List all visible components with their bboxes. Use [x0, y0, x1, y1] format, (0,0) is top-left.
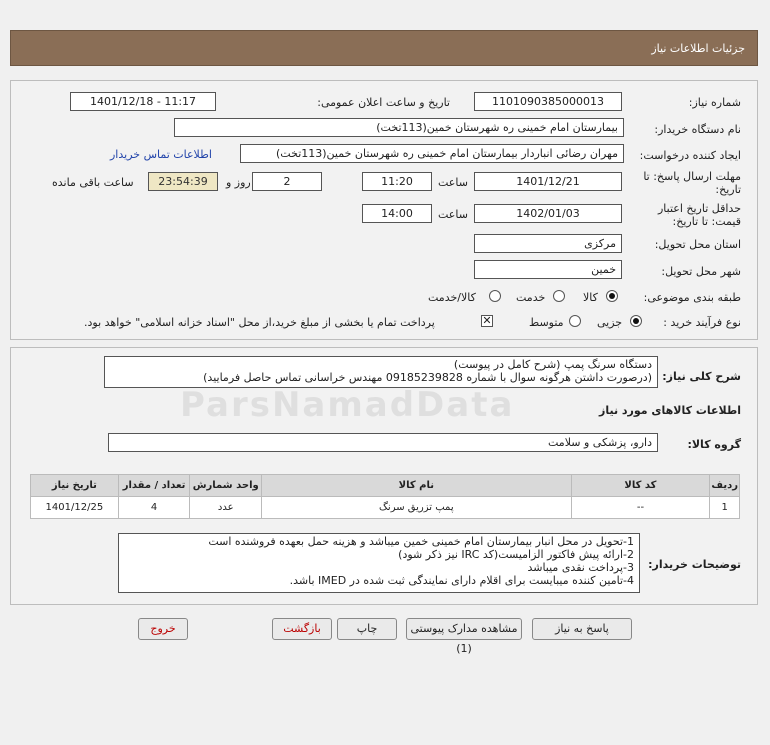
buyer-note-line: 3-پرداخت نقدی میباشد — [527, 561, 634, 574]
process-medium-label: متوسط — [529, 316, 564, 329]
back-button[interactable]: بازگشت — [272, 618, 332, 640]
deadline-label-line1: مهلت ارسال پاسخ: تا — [643, 170, 741, 183]
need-number-label: شماره نیاز: — [688, 96, 741, 109]
days-field: 2 — [252, 172, 322, 191]
category-goods-radio[interactable] — [606, 290, 618, 302]
category-label: طبقه بندی موضوعی: — [643, 291, 741, 304]
process-label: نوع فرآیند خرید : — [663, 316, 741, 329]
contact-buyer-link[interactable]: اطلاعات تماس خریدار — [110, 148, 212, 161]
creator-field: مهران رضائی انباردار بیمارستان امام خمینی ره شهرستان خمین(113تخت) — [240, 144, 624, 163]
announce-label: تاریخ و ساعت اعلان عمومی: — [317, 96, 450, 109]
table-cell-code: -- — [571, 497, 710, 519]
validity-date-field: 1402/01/03 — [474, 204, 622, 223]
remaining-time-field: 23:54:39 — [148, 172, 218, 191]
category-service-radio[interactable] — [553, 290, 565, 302]
days-label: روز و — [226, 176, 251, 189]
buyer-notes-box — [118, 533, 640, 593]
watermark: ParsNamadData — [180, 385, 515, 425]
table-cell-quantity: 4 — [118, 497, 190, 519]
process-partial-label: جزیی — [597, 316, 623, 329]
need-number-field: 1101090385000013 — [474, 92, 622, 111]
view-attachments-button[interactable]: مشاهده مدارک پیوستی (1) — [406, 618, 522, 640]
process-partial-radio[interactable] — [630, 315, 642, 327]
buyer-note-line: 2-ارائه پیش فاکتور الزامیست(کد IRC نیز ذکر شود) — [398, 548, 634, 561]
table-cell-unit: عدد — [190, 497, 262, 519]
buyer-notes-label: توضیحات خریدار: — [648, 558, 741, 571]
summary-label: شرح کلی نیاز: — [662, 370, 741, 383]
page-title: جزئیات اطلاعات نیاز — [651, 42, 745, 55]
table-header: کد کالا — [571, 475, 710, 497]
province-field: مرکزی — [474, 234, 622, 253]
table-header: ردیف — [710, 475, 740, 497]
category-service-label: خدمت — [516, 291, 546, 304]
city-label: شهر محل تحویل: — [661, 265, 741, 278]
exit-button[interactable]: خروج — [138, 618, 188, 640]
buyer-note-line: 4-تامین کننده میبایست برای اقلام دارای نمایندگی ثبت شده در IMED باشد. — [289, 574, 634, 587]
buyer-field: بیمارستان امام خمینی ره شهرستان خمین(113تخت) — [174, 118, 624, 137]
treasury-payment-note: پرداخت تمام یا بخشی از مبلغ خرید،از محل "اسناد خزانه اسلامی" خواهد بود. — [84, 316, 435, 329]
buyer-label: نام دستگاه خریدار: — [654, 123, 741, 136]
reply-button[interactable]: پاسخ به نیاز — [532, 618, 632, 640]
table-header: واحد شمارش — [190, 475, 262, 497]
process-medium-radio[interactable] — [569, 315, 581, 327]
validity-label-line2: قیمت: تا تاریخ: — [672, 215, 741, 228]
province-label: استان محل تحویل: — [654, 238, 741, 251]
summary-box — [104, 356, 658, 388]
table-header: تاریخ نیاز — [31, 475, 119, 497]
validity-label-line1: حداقل تاریخ اعتبار — [657, 202, 741, 215]
announce-field: 1401/12/18 - 11:17 — [70, 92, 216, 111]
goods-group-field: دارو، پزشکی و سلامت — [108, 433, 658, 452]
table-row — [31, 497, 740, 519]
goods-group-label: گروه کالا: — [687, 438, 741, 451]
city-field: خمین — [474, 260, 622, 279]
category-goods-service-label: کالا/خدمت — [428, 291, 476, 304]
page-header — [10, 30, 758, 66]
summary-line-2: (درصورت داشتن هرگونه سوال با شماره 09185239828 مهندس خراسانی تماس حاصل فرمایید) — [203, 371, 652, 384]
table-cell-need-date: 1401/12/25 — [31, 497, 119, 519]
table-cell-name: پمپ تزریق سرنگ — [262, 497, 571, 519]
validity-time-label: ساعت — [438, 208, 468, 221]
category-goods-label: کالا — [583, 291, 598, 304]
deadline-time-field: 11:20 — [362, 172, 432, 191]
table-header: تعداد / مقدار — [118, 475, 190, 497]
creator-label: ایجاد کننده درخواست: — [639, 149, 741, 162]
category-goods-service-radio[interactable] — [489, 290, 501, 302]
validity-time-field: 14:00 — [362, 204, 432, 223]
deadline-time-label: ساعت — [438, 176, 468, 189]
buyer-note-line: 1-تحویل در محل انبار بیمارستان امام خمینی خمین میباشد و هزینه حمل بعهده فروشنده است — [208, 535, 634, 548]
deadline-date-field: 1401/12/21 — [474, 172, 622, 191]
goods-info-title: اطلاعات کالاهای مورد نیاز — [599, 404, 741, 417]
print-button[interactable]: چاپ — [337, 618, 397, 640]
remaining-label: ساعت باقی مانده — [52, 176, 134, 189]
table-header: نام کالا — [262, 475, 571, 497]
table-cell-row-number: 1 — [710, 497, 740, 519]
treasury-payment-checkbox[interactable]: ✕ — [482, 314, 492, 327]
deadline-label-line2: تاریخ: — [715, 183, 741, 196]
summary-line-1: دستگاه سرنگ پمپ (شرح کامل در پیوست) — [453, 358, 652, 371]
goods-table — [30, 474, 740, 519]
